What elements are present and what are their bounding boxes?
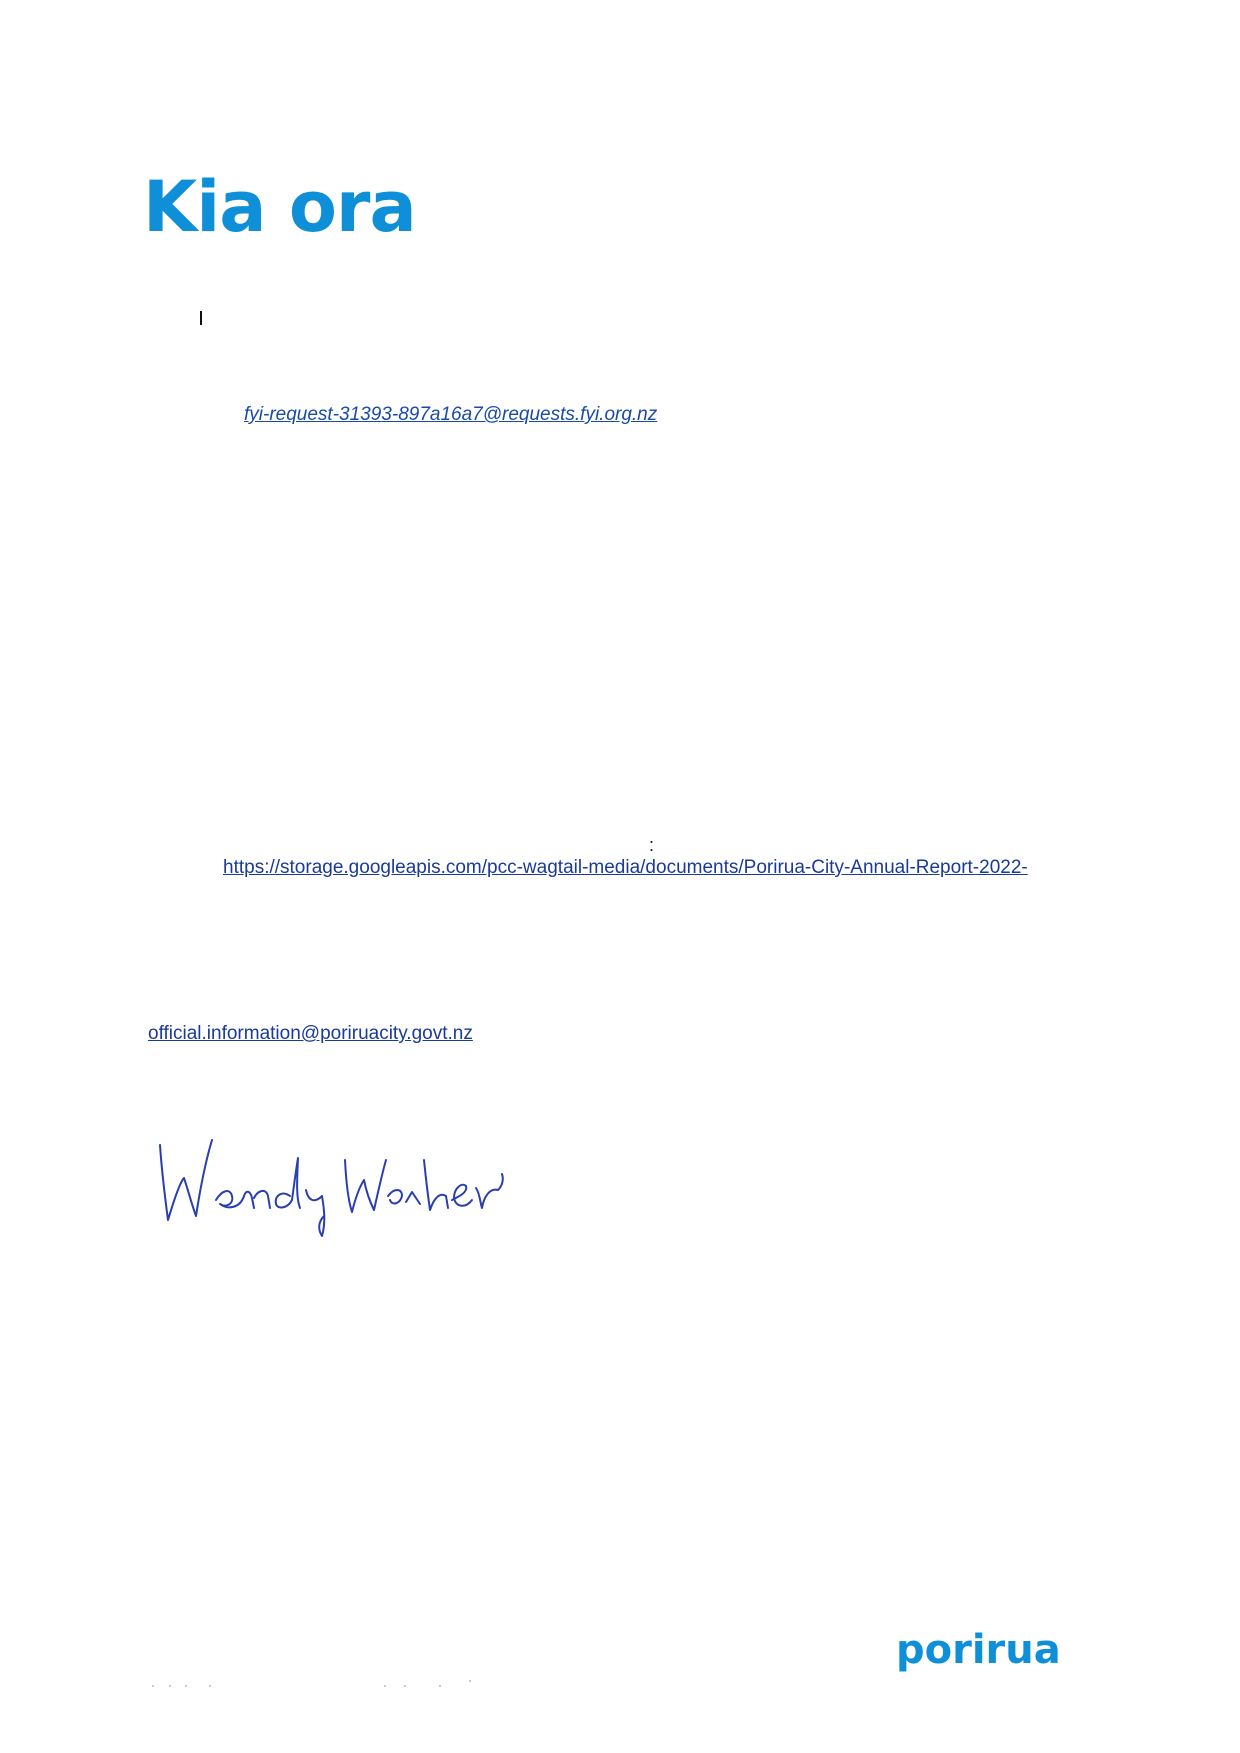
text-cursor-mark	[200, 311, 202, 325]
annual-report-link[interactable]: https://storage.googleapis.com/pcc-wagtail-media/documents/Porirua-City-Annual-Report-2022-	[223, 857, 1028, 878]
greeting-heading: Kia ora	[143, 166, 416, 248]
porirua-logo: porirua	[896, 1627, 1061, 1673]
handwritten-signature	[150, 1130, 520, 1240]
colon-text: :	[649, 835, 655, 855]
faint-footer-marks	[150, 1680, 550, 1690]
request-email-link[interactable]: fyi-request-31393-897a16a7@requests.fyi.org.nz	[244, 404, 658, 425]
official-information-email-link[interactable]: official.information@poriruacity.govt.nz	[148, 1023, 473, 1044]
